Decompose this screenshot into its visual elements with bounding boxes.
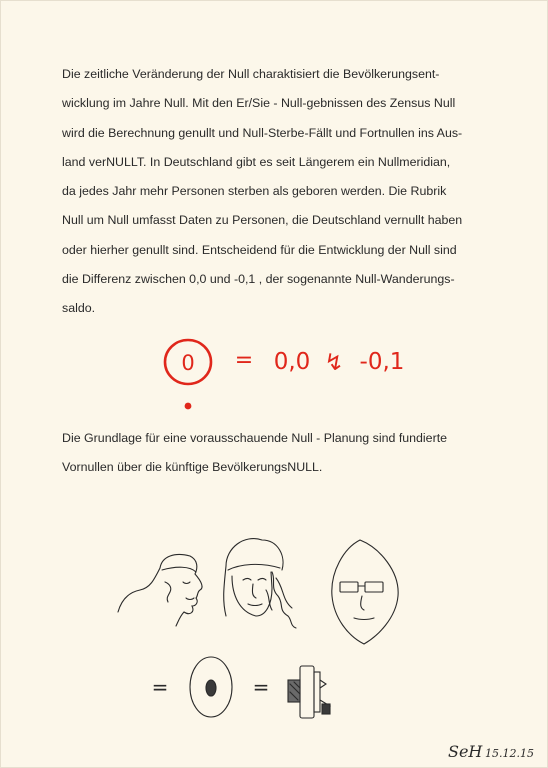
woman-face-sketch: [224, 539, 296, 628]
signature-name: SeH: [448, 742, 483, 761]
text-line: die Differenz zwischen 0,0 und -0,1 , der sogenannte Null-Wanderungs-: [62, 272, 455, 287]
mechanical-part-sketch: [288, 666, 330, 718]
text-line: saldo.: [62, 301, 96, 316]
lightning-operator: ↯: [324, 350, 344, 376]
text-line: Die Grundlage für eine vorausschauende Null - Planung sind fundierte: [62, 431, 448, 445]
man-with-glasses-sketch: [332, 540, 398, 644]
signature: [448, 742, 534, 761]
glasses-right-lens: [365, 582, 383, 592]
paragraph-planning: [62, 424, 477, 483]
sketch-row-equation: [152, 657, 330, 718]
red-formula: [165, 340, 404, 409]
text-line: Vornullen über die künftige BevölkerungsNULL.: [62, 460, 323, 475]
value-minus-zero-one: -0,1: [359, 349, 405, 375]
red-dot: [185, 403, 192, 410]
text-line: da jedes Jahr mehr Personen sterben als geboren werden. Die Rubrik: [62, 184, 447, 199]
glasses-left-lens: [340, 582, 358, 592]
value-zero-zero: 0,0: [273, 349, 311, 375]
text-line: Die zeitliche Veränderung der Null charaktisiert die Bevölkerungsent-: [62, 67, 440, 81]
zero-symbol: 0: [181, 351, 195, 375]
disk-center-hole: [206, 680, 216, 696]
text-line: land verNULLT. In Deutschland gibt es seit Längerem ein Nullmeridian,: [62, 154, 451, 169]
equals-sign: =: [234, 348, 254, 373]
text-line: Null um Null umfasst Daten zu Personen, die Deutschland vernullt haben: [62, 213, 463, 228]
equals-left: =: [151, 675, 169, 699]
signature-date: 15.12.15: [485, 747, 534, 760]
text-line: wird die Berechnung genullt und Null-Sterbe-Fällt und Fortnullen ins Aus-: [62, 125, 463, 140]
text-line: oder hierher genullt sind. Entscheidend für die Entwicklung der Null sind: [62, 242, 457, 257]
profile-head-sketch: [118, 555, 202, 627]
text-line: wicklung im Jahre Null. Mit den Er/Sie - Null-gebnissen des Zensus Null: [62, 96, 456, 111]
equals-right: =: [252, 675, 270, 699]
